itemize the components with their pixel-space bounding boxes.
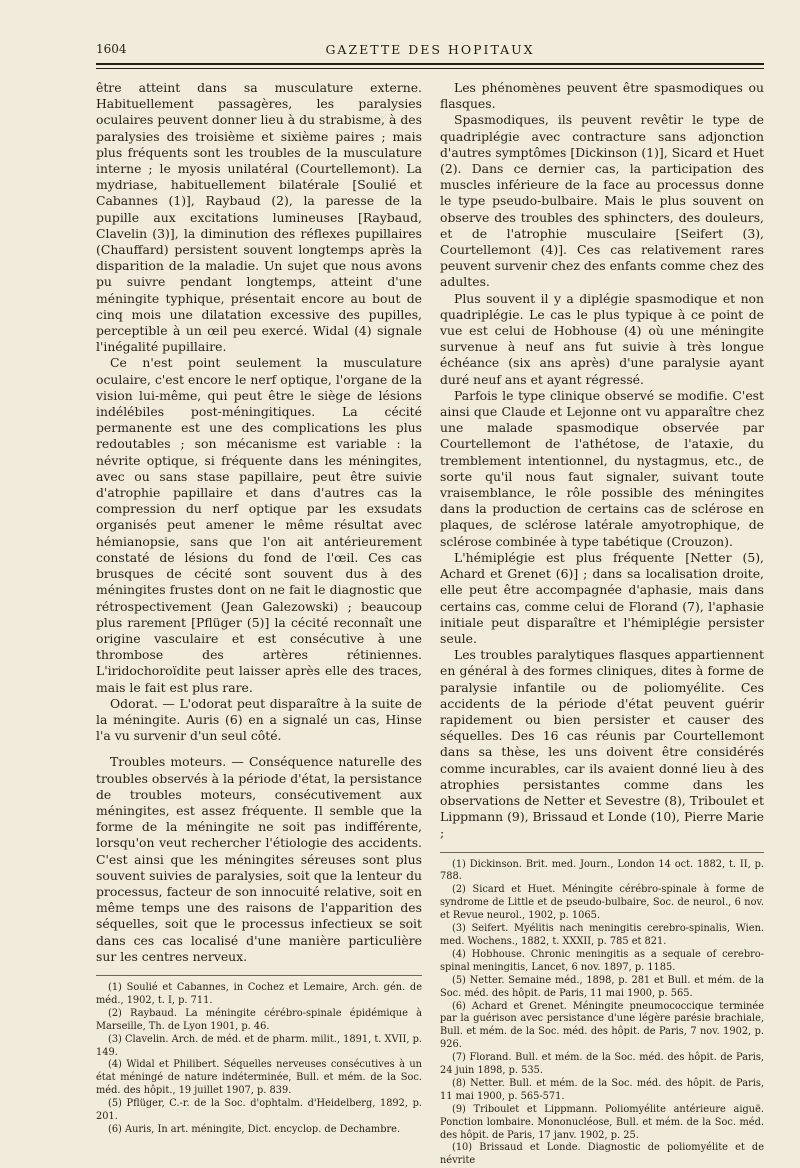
footnote: (6) Achard et Grenet. Méningite pneumococcique terminée par la guérison avec persistance d'une légère parésie brachiale, Bull. et mém. de la Soc. méd. des hôpit. de Paris, 7 nov. 1902, p. 926. [440, 1000, 764, 1051]
paragraph-diplegie: Plus souvent il y a diplégie spasmodique et non quadriplégie. Le cas le plus typique à ce point de vue est celui de Hobhouse (4) où une méningite survenue à neuf ans fut suivie à très longue échéance (six ans après) d'une paralysie ayant duré neuf ans et ayant régressé. [440, 290, 764, 387]
footnote: (4) Hobhouse. Chronic meningitis as a sequale of cerebro-spinal meningitis, Lancet, 6 nov. 1897, p. 1185. [440, 948, 764, 973]
footnote: (3) Seifert. Myélitis nach meningitis cerebro-spinalis, Wien. med. Wochens., 1882, t. XXXII, p. 785 et 821. [440, 923, 764, 947]
footnote: (1) Dickinson. Brit. med. Journ., London 14 oct. 1882, t. II, p. 788. [440, 858, 764, 883]
footnote: (4) Widal et Philibert. Séquelles nerveuses consécutives à un état méningé de nature indéterminée, Bull. et mém. de la Soc. méd. des hôpit., 19 juillet 1907, p. 839. [96, 1059, 422, 1097]
footnote: (5) Pflüger, C.-r. de la Soc. d'ophtalm. d'Heidelberg, 1892, p. 201. [96, 1098, 422, 1123]
paragraph-quadriplegie: Spasmodiques, ils peuvent revêtir le type de quadriplégie avec contracture sans adjonction d'autres symptômes [Dickinson (1)], Sicard et Huet (2). Dans ce dernier cas, la participation des muscles inférieure de la face au processus donne le type pseudo-bulbaire. Mais le plus souvent on observe des troubles des sphincters, des douleurs, et de l'atrophie musculaire [Seifert (3), Courtellemont (4)]. Ces cas relativement rares peuvent survenir chez des enfants comme chez des adultes. [440, 112, 764, 290]
footnote: (5) Netter. Semaine méd., 1898, p. 281 et Bull. et mém. de la Soc. méd. des hôpit. de Paris, 11 mai 1900, p. 565. [440, 974, 764, 999]
footnote: (6) Auris, In art. méningite, Dict. encyclop. de Dechambre. [108, 1123, 401, 1135]
header-rule-thin [96, 68, 764, 69]
footnote: (2) Sicard et Huet. Méningite cérébro-spinale à forme de syndrome de Little et de pseudo-bulbaire, Soc. de neurol., 6 nov. et Revue neurol., 1902, p. 1065. [440, 884, 764, 922]
paragraph-oculomotor: être atteint dans sa musculature externe. Habituellement passagères, les paralysies oculaires peuvent donner lieu à du strabisme, à des paralysies des troisième et sixième paires ; mais plus fréquents sont les troubles de la musculature interne ; le myosis unilatéral (Courtellemont). La mydriase, habituellement bilatérale [Soulié et Cabannes (1)], Raybaud (2), la paresse de la pupille aux excitations lumineuses [Raybaud, Clavelin (3)], la diminution des réflexes pupillaires (Chauffard) persistent souvent longtemps après la disparition de la maladie. Un sujet que nous avons pu suivre pendant longtemps, atteint d'une méningite typhique, présentait encore au bout de cinq mois une dilatation excessive des pupilles, perceptible à un œil peu exercé. Widal (4) signale l'inégalité pupillaire. [96, 80, 422, 355]
paragraph-optic-nerve: Ce n'est point seulement la musculature oculaire, c'est encore le nerf optique, l'organe de la vision lui-même, qui peut être le siège de lésions indélébiles post-méningitiques. La cécité permanente est une des complications les plus redoutables ; son mécanisme est variable : la névrite optique, si fréquente dans les méningites, avec ou sans stase papillaire, peut être suivie d'atrophie papillaire et dans d'autres cas la compression du nerf optique par les exsudats organisés peut amener le même résultat avec hémianopsie, sans que l'on ait antérieurement constaté de lésions du fond de l'œil. Ces cas brusques de cécité sont souvent dus à des méningites frustes dont on ne fait le diagnostic que rétrospectivement (Jean Galezowski) ; beaucoup plus rarement [Pflüger (5)] la cécité reconnaît une origine vasculaire et est consécutive à une thrombose des artères rétiniennes. L'iridochoroïdite peut laisser après elle des traces, mais le fait est plus rare. [96, 355, 422, 695]
footnote: (10) Brissaud et Londe. Diagnostic de poliomyélite et de névrite [440, 1142, 764, 1167]
paragraph-spasmodic-or-flaccid: Les phénomènes peuvent être spasmodiques ou flasques. [440, 80, 764, 112]
right-footnotes [440, 852, 764, 1168]
right-column [440, 80, 764, 1168]
header-rule-thick [96, 63, 764, 65]
paragraph-odorat: Odorat. — L'odorat peut disparaître à la suite de la méningite. Auris (6) en a signalé un cas, Hinse l'a vu survenir d'un seul côté. [96, 695, 422, 744]
left-column [96, 80, 422, 1137]
paragraph-flasques: Les troubles paralytiques flasques appartiennent en général à des formes cliniques, dites à forme de paralysie infantile ou de poliomyélite. Ces accidents de la période d'état peuvent guérir rapidement ou bien persister et causer des séquelles. Des 16 cas réunis par Courtellemont dans sa thèse, les uns doivent être considérés comme incurables, car ils avaient donné lieu à des atrophies persistantes comme dans les observations de Netter et Sevestre (8), Triboulet et Lippmann (9), Brissaud et Londe (10), Pierre Marie ; [440, 647, 764, 841]
footnote: (9) Triboulet et Lippmann. Poliomyélite antérieure aiguë. Ponction lombaire. Mononucléose, Bull. et mém. de la Soc. méd. des hôpit. de Paris, 17 janv. 1902, p. 25. [440, 1103, 764, 1141]
journal-title: GAZETTE DES HOPITAUX [325, 42, 535, 57]
footnote: (7) Florand. Bull. et mém. de la Soc. méd. des hôpit. de Paris, 24 juin 1898, p. 535. [440, 1052, 764, 1077]
left-footnotes [96, 975, 422, 1137]
paragraph-troubles-moteurs: Troubles moteurs. — Conséquence naturelle des troubles observés à la période d'état, la persistance de troubles moteurs, consécutivement aux méningites, est assez fréquente. Il semble que la forme de la méningite ne soit pas indifférente, lorsqu'on veut rechercher l'étiologie des accidents. C'est ainsi que les méningites séreuses sont plus souvent suivies de paralysies, soit que la lenteur du processus, facteur de son innocuité relative, soit en même temps une des raisons de l'apparition des séquelles, soit que le processus infectieux se soit dans ces cas localisé d'une manière particulière sur les centres nerveux. [96, 754, 422, 964]
page-number: 1604 [96, 42, 127, 56]
paragraph-clinical-type: Parfois le type clinique observé se modifie. C'est ainsi que Claude et Lejonne ont vu apparaître chez une malade spasmodique observée par Courtellemont de l'athétose, de l'ataxie, du tremblement intentionnel, du nystagmus, etc., de sorte qu'il nous faut signaler, suivant toute vraisemblance, le rôle possible des méningites dans la production de certains cas de sclérose en plaques, de sclérose latérale amyotrophique, de sclérose combinée à type tabétique (Crouzon). [440, 387, 764, 549]
footnote: (1) Soulié et Cabannes, in Cochez et Lemaire, Arch. gén. de méd., 1902, t. I, p. 711. [96, 981, 422, 1006]
paragraph-hemiplegie: L'hémiplégie est plus fréquente [Netter (5), Achard et Grenet (6)] ; dans sa localisation droite, elle peut être accompagnée d'aphasie, mais dans certains cas, comme celui de Florand (7), l'aphasie initiale peut disparaître et l'hémiplégie persister seule. [440, 549, 764, 646]
footnote: (3) Clavelin. Arch. de méd. et de pharm. milit., 1891, t. XVII, p. 149. [96, 1033, 422, 1058]
page-header [96, 42, 764, 62]
footnote: (8) Netter. Bull. et mém. de la Soc. méd. des hôpit. de Paris, 11 mai 1900, p. 565-571. [440, 1077, 764, 1102]
footnote: (2) Raybaud. La méningite cérébro-spinale épidémique à Marseille, Th. de Lyon 1901, p. 46. [96, 1007, 422, 1032]
